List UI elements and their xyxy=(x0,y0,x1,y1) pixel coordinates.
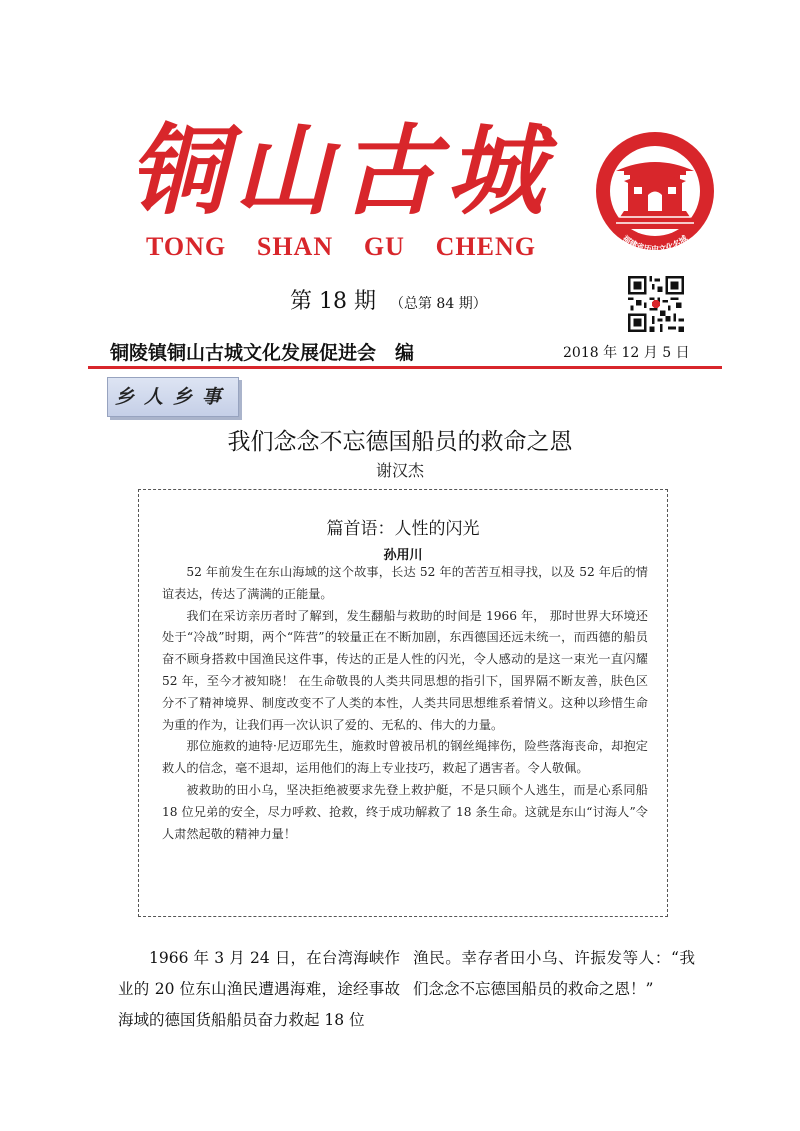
body-column-left xyxy=(118,943,400,1036)
issue-total: （总第 84 期） xyxy=(389,296,487,312)
preface-paragraph: 被救助的田小乌，坚决拒绝被要求先登上救护艇，不是只顾个人逃生，而是心系同船 18 位兄弟的安全，尽力呼救、抢救，终于成功解救了 18 条生命。这就是东山“讨海人”令人肃然起敬的精神力量！ xyxy=(162,782,648,841)
historic-city-seal-icon xyxy=(594,125,716,275)
body-column-right xyxy=(413,943,695,1005)
qr-code-icon xyxy=(628,276,684,332)
preface-paragraph: 52 年前发生在东山海域的这个故事，长达 52 年的苦苦互相寻找，以及 52 年后的情谊表达，传达了满满的正能量。 xyxy=(162,565,648,601)
header-divider xyxy=(88,366,722,369)
svg-text:福建省历史文化名城: 福建省历史文化名城 xyxy=(620,233,690,254)
preface-body xyxy=(162,562,648,845)
masthead-en-word: CHENG xyxy=(435,232,536,261)
body-paragraph: 1966 年 3 月 24 日，在台湾海峡作业的 20 位东山渔民遭遇海难，途经事故海域的德国货船船员奋力救起 18 位 xyxy=(118,949,400,1029)
masthead-en-word: TONG xyxy=(146,232,227,261)
issue-label: 第 18 期 xyxy=(290,289,376,314)
publisher-line: 铜陵镇铜山古城文化发展促进会 编 xyxy=(110,342,415,364)
preface-author: 孙用川 xyxy=(383,548,423,563)
issue-date: 2018 年 12 月 5 日 xyxy=(563,345,690,361)
preface-paragraph: 我们在采访亲历者时了解到，发生翻船与救助的时间是 1966 年， 那时世界大环境还处于“冷战”时期，两个“阵营”的较量正在不断加剧，东西德国还远未统一，而西德的船员奋不顾身搭救中国渔民这件事，传达的正是人性的闪光，令人感动的是这一束光一直闪耀 52 年，至今才被知晓！ 在生命敬畏的人类共同思想的指引下，国界隔不断友善，肤色区分不了精神境界、制度改变不了人类的本性，人类共同思想维系着情义。这种以珍惜生命为重的作为，让我们再一次认识了爱的、无私的、伟大的力量。 xyxy=(162,608,648,732)
masthead-subtitle xyxy=(146,232,536,262)
masthead-en-word: SHAN xyxy=(256,232,334,261)
section-tag: 乡人乡事 xyxy=(107,377,239,417)
preface-title: 篇首语：人性的闪光 xyxy=(326,519,480,539)
article-author: 谢汉杰 xyxy=(375,461,424,480)
body-paragraph: 渔民。幸存者田小乌、许振发等人：“我们念念不忘德国船员的救命之恩！” xyxy=(413,949,695,998)
masthead-en-word: GU xyxy=(363,232,405,261)
article-title: 我们念念不忘德国船员的救命之恩 xyxy=(227,429,573,455)
issue-number xyxy=(290,284,487,315)
preface-paragraph: 那位施救的迪特·尼迈耶先生，施救时曾被吊机的钢丝绳摔伤，险些落海丧命，却抱定救人的信念，毫不退却，运用他们的海上专业技巧，救起了遇害者。令人敬佩。 xyxy=(162,739,648,776)
masthead-title: 铜山古城 xyxy=(128,114,553,229)
